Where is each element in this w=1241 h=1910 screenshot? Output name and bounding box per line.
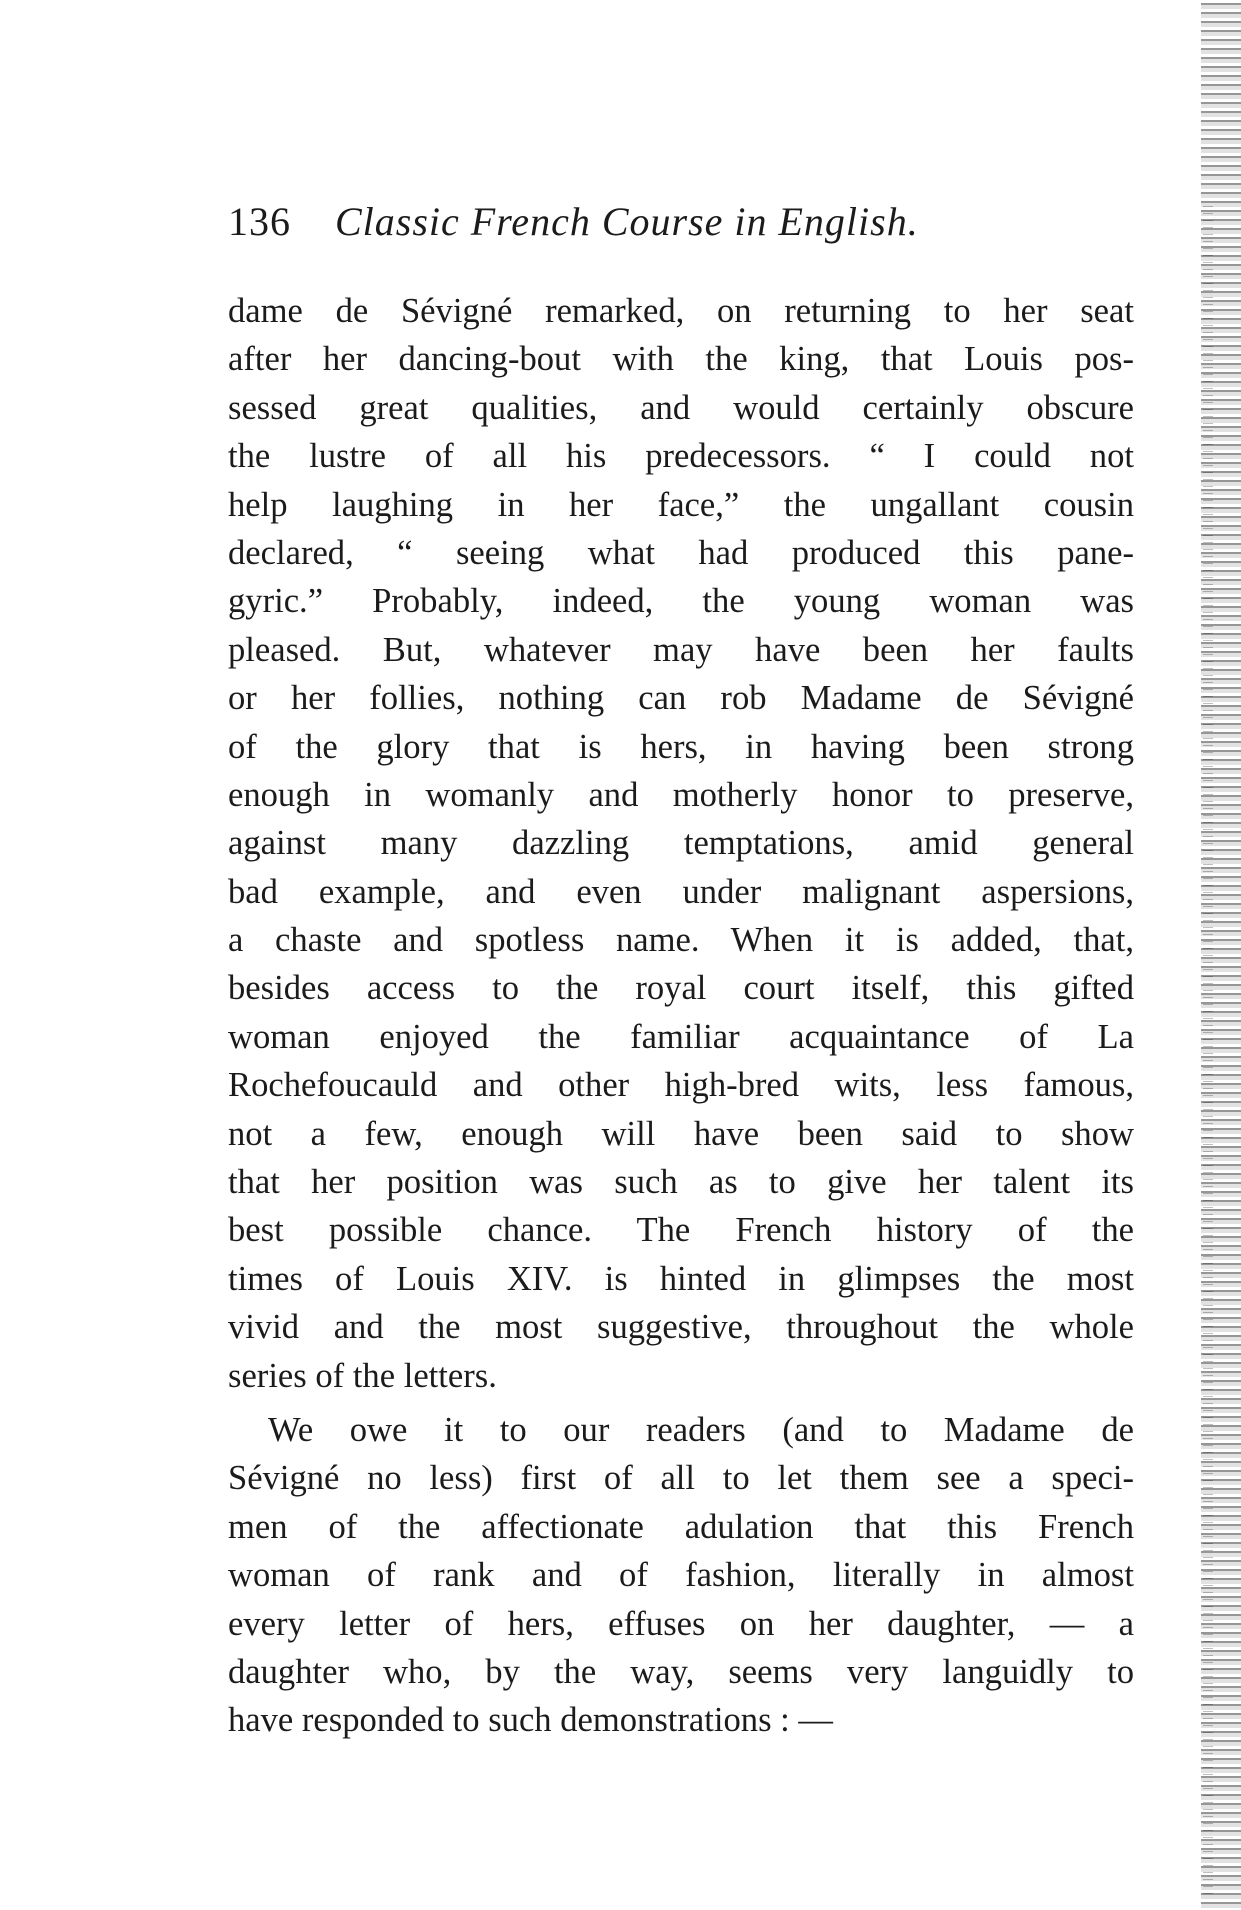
text-line: daughter who, by the way, seems very languidly to (228, 1652, 1134, 1691)
text-line: the lustre of all his predecessors. “ I could not (228, 437, 1134, 476)
text-line: besides access to the royal court itself, this gifted (228, 969, 1134, 1008)
body-text (228, 287, 1134, 1745)
text-line: woman of rank and of fashion, literally in almost (228, 1556, 1134, 1595)
text-line: or her follies, nothing can rob Madame de Sévigné (228, 679, 1134, 718)
text-line: best possible chance. The French history of the (228, 1211, 1134, 1250)
text-line: have responded to such demonstrations : — (228, 1701, 833, 1740)
text-line: after her dancing-bout with the king, that Louis pos- (228, 340, 1134, 379)
text-line: declared, “ seeing what had produced this pane- (228, 533, 1134, 572)
text-line: that her position was such as to give her talent its (228, 1163, 1134, 1202)
text-line: gyric.” Probably, indeed, the young woman was (228, 582, 1134, 621)
running-title: Classic French Course in English. (335, 199, 919, 244)
text-line: series of the letters. (228, 1356, 497, 1395)
text-line: bad example, and even under malignant aspersions, (228, 872, 1134, 911)
running-header (228, 198, 1148, 254)
text-line: We owe it to our readers (and to Madame de (268, 1410, 1134, 1449)
text-line: not a few, enough will have been said to show (228, 1114, 1134, 1153)
page-edge-texture (1203, 200, 1213, 1900)
text-line: a chaste and spotless name. When it is added, that, (228, 921, 1134, 960)
page-number: 136 (228, 199, 291, 244)
text-line: Rochefoucauld and other high-bred wits, less famous, (228, 1066, 1134, 1105)
text-line: vivid and the most suggestive, throughout the whole (228, 1308, 1134, 1347)
text-line: times of Louis XIV. is hinted in glimpses the most (228, 1259, 1134, 1298)
text-line: sessed great qualities, and would certainly obscure (228, 388, 1134, 427)
text-line: pleased. But, whatever may have been her faults (228, 630, 1134, 669)
text-line: help laughing in her face,” the ungallant cousin (228, 485, 1134, 524)
text-line: of the glory that is hers, in having been strong (228, 727, 1134, 766)
text-line: against many dazzling temptations, amid general (228, 824, 1134, 863)
text-line: men of the affectionate adulation that this French (228, 1507, 1134, 1546)
text-line: every letter of hers, effuses on her daughter, — a (228, 1604, 1134, 1643)
text-line: Sévigné no less) first of all to let them see a speci- (228, 1459, 1134, 1498)
text-line: enough in womanly and motherly honor to preserve, (228, 775, 1134, 814)
text-line: woman enjoyed the familiar acquaintance of La (228, 1017, 1134, 1056)
text-line: dame de Sévigné remarked, on returning to her seat (228, 292, 1134, 330)
